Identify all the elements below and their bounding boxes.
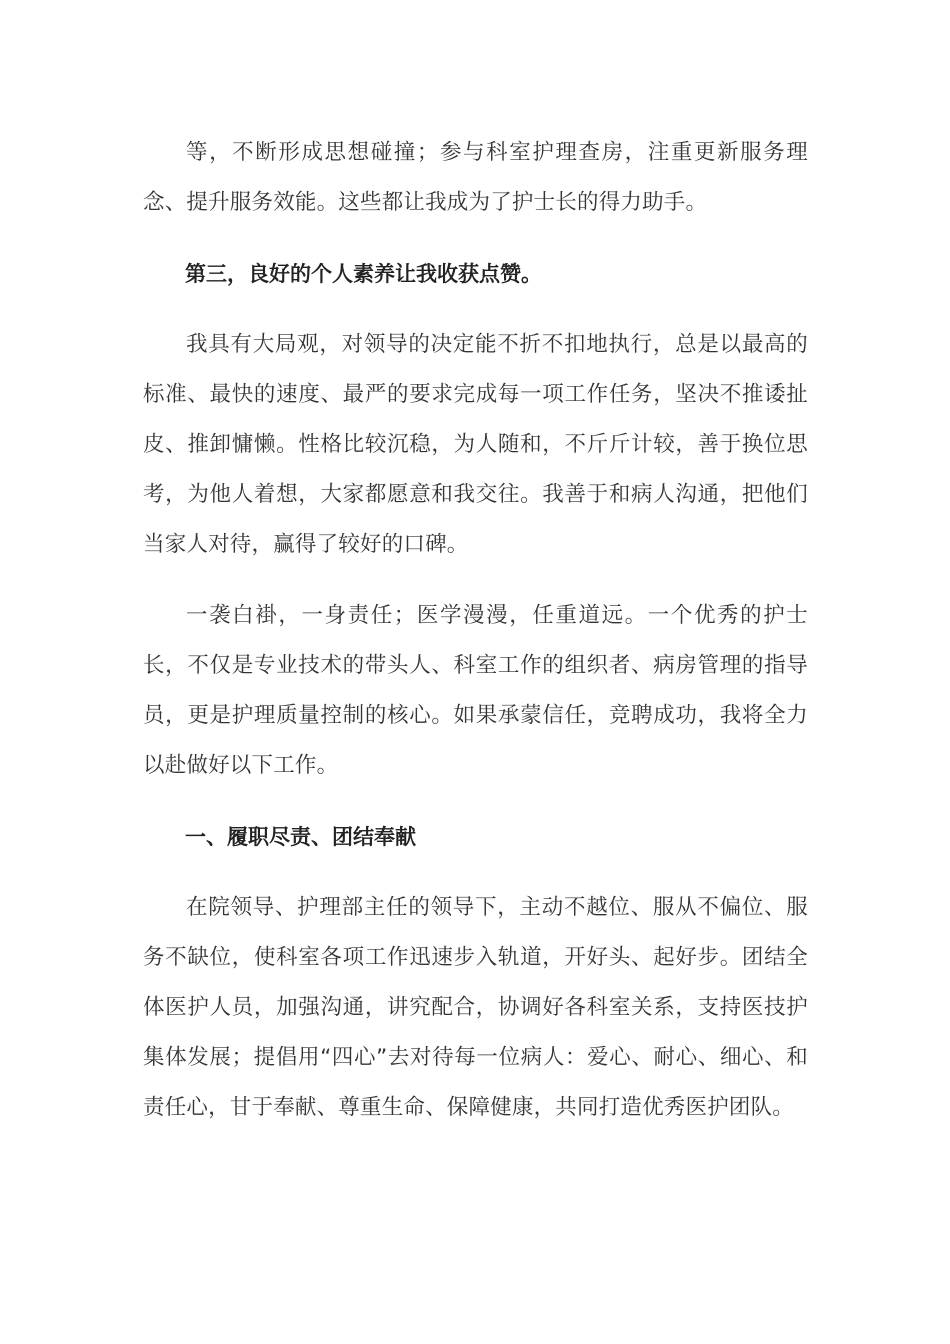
section-heading: 第三，良好的个人素养让我收获点赞。 bbox=[185, 262, 542, 286]
body-paragraph: 在院领导、护理部主任的领导下，主动不越位、服从不偏位、服务不缺位，使科室各项工作迅速步入轨道，开好头、起好步。团结全体医护人员，加强沟通，讲究配合，协调好各科室关系，支持医技护集体发展；提倡用“四心”去对待每一位病人：爱心、耐心、细心、和责任心，甘于奉献、尊重生命、保障健康，共同打造优秀医护团队。 bbox=[143, 895, 808, 1120]
body-paragraph: 一袭白褂，一身责任；医学漫漫，任重道远。一个优秀的护士长，不仅是专业技术的带头人、科室工作的组织者、病房管理的指导员，更是护理质量控制的核心。如果承蒙信任，竞聘成功，我将全力以赴做好以下工作。 bbox=[143, 603, 808, 778]
document-page bbox=[143, 128, 808, 1133]
body-paragraph: 等，不断形成思想碰撞；参与科室护理查房，注重更新服务理念、提升服务效能。这些都让我成为了护士长的得力助手。 bbox=[143, 140, 808, 215]
paragraph-spacer bbox=[143, 228, 808, 249]
body-paragraph: 我具有大局观，对领导的决定能不折不扣地执行，总是以最高的标准、最快的速度、最严的要求完成每一项工作任务，坚决不推诿扯皮、推卸慵懒。性格比较沉稳，为人随和，不斤斤计较，善于换位思考，为他人着想，大家都愿意和我交往。我善于和病人沟通，把他们当家人对待，赢得了较好的口碑。 bbox=[143, 332, 808, 557]
paragraph-spacer bbox=[143, 862, 808, 883]
paragraph-spacer bbox=[143, 791, 808, 812]
section-heading: 一、履职尽责、团结奉献 bbox=[185, 825, 416, 849]
paragraph-spacer bbox=[143, 299, 808, 320]
paragraph-spacer bbox=[143, 570, 808, 591]
